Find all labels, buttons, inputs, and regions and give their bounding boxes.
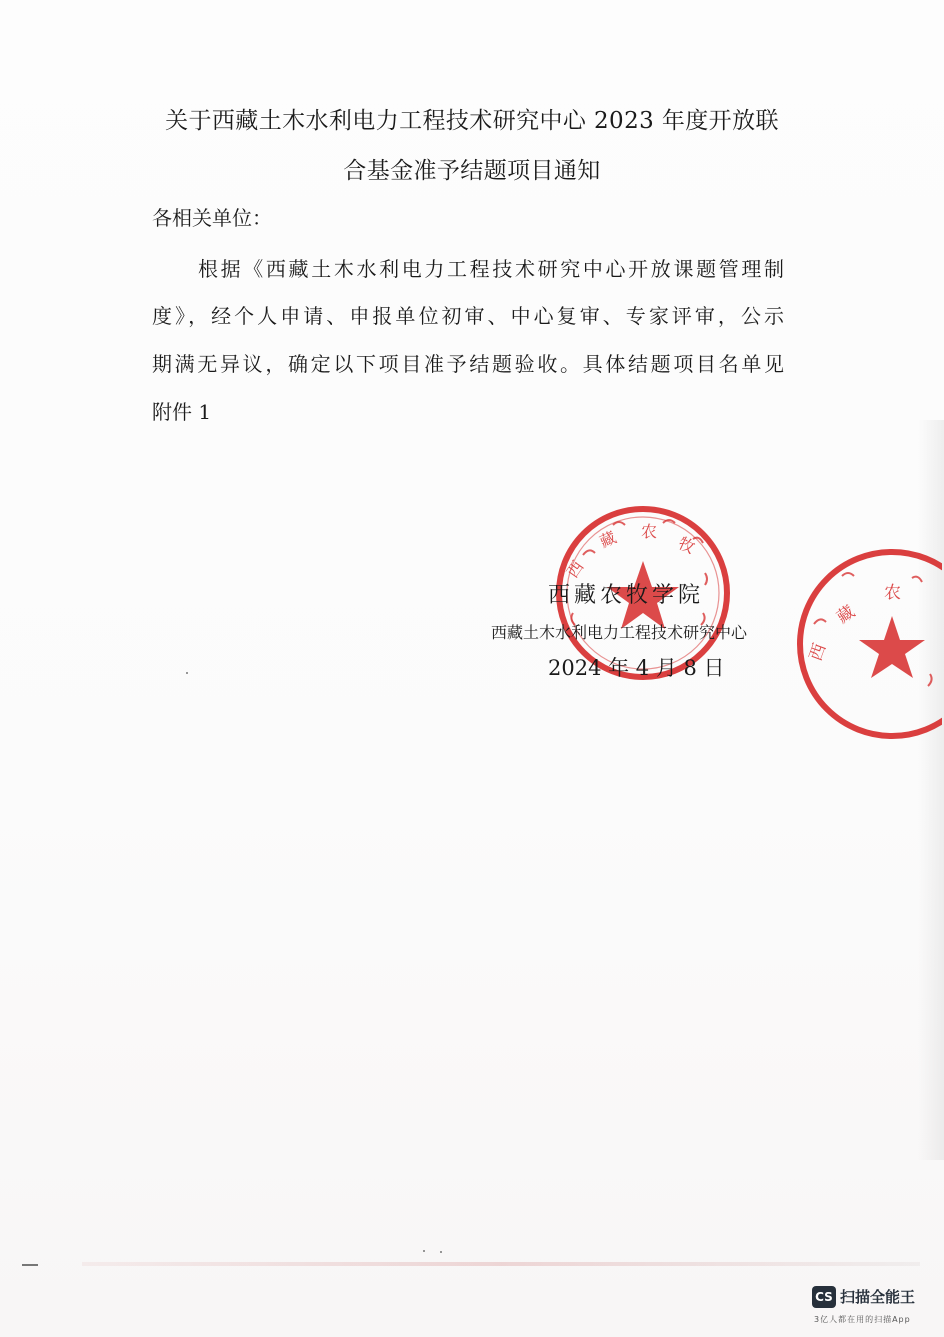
stamp-char: 农: [641, 522, 658, 541]
page-corner-mark: [22, 1264, 38, 1266]
official-seal-stamp-partial: [792, 544, 942, 744]
stamp-char: 农: [884, 583, 901, 603]
scan-edge-shadow: [918, 420, 944, 1160]
body-paragraph-line: 度》，经个人申请、申报单位初审、中心复审、专家评审，公示: [152, 304, 784, 328]
app-tagline: 3亿人都在用的扫描App: [814, 1315, 911, 1324]
scan-speck: [186, 672, 188, 674]
page-bottom-edge: [82, 1262, 920, 1266]
scanner-app-watermark: [812, 1284, 930, 1330]
stamp-char: 藏: [596, 527, 620, 552]
document-title-line-2: 合基金准予结题项目通知: [343, 158, 601, 184]
salutation: 各相关单位：: [152, 206, 272, 230]
app-logo: CS: [812, 1286, 836, 1308]
stamp-char: 西: [805, 640, 831, 664]
signature-date: 2024 年 4 月 8 日: [548, 656, 725, 680]
app-name: 扫描全能王: [840, 1288, 916, 1306]
stamp-char: 西: [562, 557, 588, 582]
document-title-line-1: 关于西藏土木水利电力工程技术研究中心 2023 年度开放联: [165, 108, 779, 134]
stamp-char: 藏: [833, 601, 859, 629]
signature-school: 西藏农牧学院: [548, 583, 705, 608]
scan-speck: [423, 1250, 425, 1252]
body-paragraph-line: 期满无异议，确定以下项目准予结题验收。具体结题项目名单见: [152, 352, 784, 376]
signature-center: 西藏土木水利电力工程技术研究中心: [491, 623, 748, 642]
body-paragraph-line: 附件 1: [152, 400, 212, 424]
stamp-char: 牧: [675, 533, 698, 558]
body-paragraph-line: 根据《西藏土木水利电力工程技术研究中心开放课题管理制: [198, 257, 784, 281]
scan-speck: [440, 1251, 442, 1253]
